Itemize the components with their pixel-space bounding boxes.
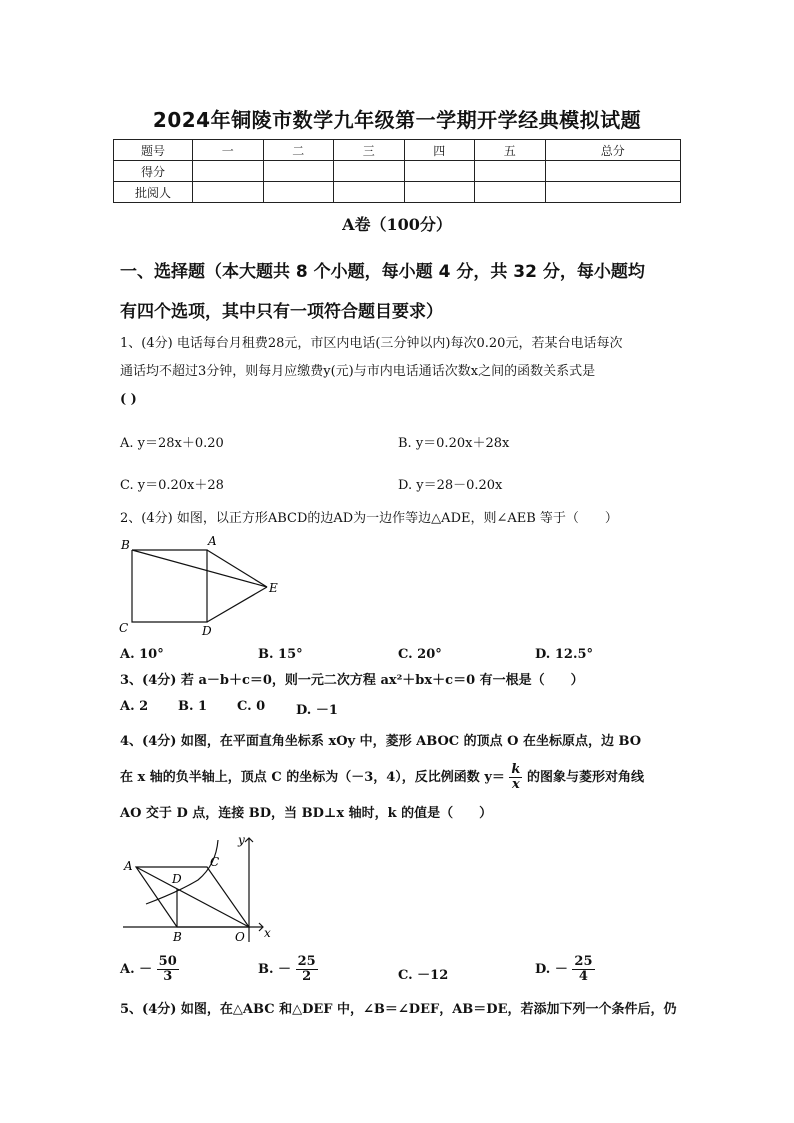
part1-heading xyxy=(120,252,680,332)
q4-figure xyxy=(118,830,278,945)
question-4 xyxy=(120,724,680,832)
score-cell[interactable] xyxy=(404,182,475,203)
option-fraction xyxy=(296,955,318,984)
label-d: D xyxy=(202,624,212,638)
label-c: C xyxy=(119,621,129,635)
question-1 xyxy=(120,330,680,414)
score-row-label: 批阅人 xyxy=(114,182,193,203)
frac-numerator: 25 xyxy=(574,954,593,969)
segment-be xyxy=(132,550,267,587)
q3-option-c[interactable]: C. 0 xyxy=(237,699,266,714)
score-header-cell: 题号 xyxy=(114,140,193,161)
label-b: B xyxy=(173,930,182,944)
option-fraction xyxy=(157,955,179,984)
q3-option-a[interactable]: A. 2 xyxy=(120,699,149,714)
score-table-row xyxy=(114,182,681,203)
label-b: B xyxy=(121,538,130,552)
frac-numerator: 25 xyxy=(297,954,316,969)
q4-option-d[interactable] xyxy=(535,955,595,984)
score-cell[interactable] xyxy=(193,182,264,203)
q2-option-b[interactable]: B. 15° xyxy=(258,647,303,662)
segment-de xyxy=(207,587,267,622)
q4-stem-line2-b: 的图象与菱形对角线 xyxy=(526,770,644,785)
score-row-label: 得分 xyxy=(114,161,193,182)
q3-stem: 3、(4分) 若 a－b＋c＝0，则一元二次方程 ax²＋bx＋c＝0 有一根是（ ） xyxy=(120,673,584,688)
q1-paren: ( ) xyxy=(120,392,137,407)
q4-option-b[interactable] xyxy=(258,955,318,984)
score-cell[interactable] xyxy=(475,182,546,203)
score-table-row xyxy=(114,161,681,182)
score-cell[interactable] xyxy=(475,161,546,182)
q2-option-d[interactable]: D. 12.5° xyxy=(535,647,594,662)
frac-numerator: k xyxy=(511,762,521,777)
part1-line1: 一、选择题（本大题共 8 个小题，每小题 4 分，共 32 分，每小题均 xyxy=(120,262,645,282)
q2-option-c[interactable]: C. 20° xyxy=(398,647,442,662)
option-prefix: B. － xyxy=(258,962,292,977)
score-header-cell: 五 xyxy=(475,140,546,161)
q4-stem-line2 xyxy=(120,760,680,796)
q4-option-c[interactable]: C. －12 xyxy=(398,968,449,983)
score-header-cell: 一 xyxy=(193,140,264,161)
q1-option-d[interactable]: D. y＝28－0.20x xyxy=(398,478,503,493)
label-a: A xyxy=(208,534,217,548)
label-y: y xyxy=(238,833,245,847)
label-d: D xyxy=(172,872,182,886)
q4-stem-line1: 4、(4分) 如图，在平面直角坐标系 xOy 中，菱形 ABOC 的顶点 O 在坐标原点，边 BO xyxy=(120,734,642,749)
q3-option-b[interactable]: B. 1 xyxy=(178,699,208,714)
hyperbola-curve xyxy=(146,840,218,904)
q3-option-d[interactable]: D. －1 xyxy=(296,703,338,718)
score-cell[interactable] xyxy=(193,161,264,182)
q2-option-a[interactable]: A. 10° xyxy=(120,647,164,662)
score-cell[interactable] xyxy=(263,182,334,203)
q4-stem-line2-a: 在 x 轴的负半轴上，顶点 C 的坐标为（－3，4），反比例函数 y＝ xyxy=(120,770,505,785)
frac-denominator: 3 xyxy=(163,969,173,984)
label-c: C xyxy=(210,855,220,869)
q1-option-c[interactable]: C. y＝0.20x＋28 xyxy=(120,478,224,493)
frac-denominator: 2 xyxy=(302,969,312,984)
score-cell[interactable] xyxy=(545,161,681,182)
option-prefix: D. － xyxy=(535,962,568,977)
label-x: x xyxy=(264,926,271,940)
frac-numerator: 50 xyxy=(158,954,177,969)
segment-ae xyxy=(207,550,267,587)
score-cell[interactable] xyxy=(334,161,405,182)
q4-option-a[interactable] xyxy=(120,955,179,984)
q1-option-b[interactable]: B. y＝0.20x＋28x xyxy=(398,436,510,451)
label-e: E xyxy=(269,581,278,595)
frac-denominator: x xyxy=(512,777,520,792)
q2-stem: 2、(4分) 如图，以正方形ABCD的边AD为一边作等边△ADE，则∠AEB 等于（ ） xyxy=(120,511,618,526)
option-prefix: A. － xyxy=(120,962,153,977)
score-cell[interactable] xyxy=(334,182,405,203)
option-fraction xyxy=(572,955,594,984)
q1-stem-line2: 通话均不超过3分钟，则每月应缴费y(元)与市内电话通话次数x之间的函数关系式是 xyxy=(120,364,596,379)
score-cell[interactable] xyxy=(545,182,681,203)
score-header-cell: 总分 xyxy=(545,140,681,161)
label-a: A xyxy=(124,859,133,873)
score-cell[interactable] xyxy=(404,161,475,182)
q4-fraction-k-over-x xyxy=(509,763,522,792)
frac-denominator: 4 xyxy=(578,969,588,984)
q1-option-a[interactable]: A. y＝28x＋0.20 xyxy=(120,436,224,451)
q2-figure xyxy=(112,532,292,640)
score-cell[interactable] xyxy=(263,161,334,182)
score-header-cell: 四 xyxy=(404,140,475,161)
q5-stem: 5、(4分) 如图，在△ABC 和△DEF 中，∠B＝∠DEF，AB＝DE，若添加下列一个条件后，仍 xyxy=(120,1002,677,1017)
section-a-heading: A卷（100分） xyxy=(342,215,452,234)
diagonal-ao xyxy=(136,867,249,927)
page-title: 2024年铜陵市数学九年级第一学期开学经典模拟试题 xyxy=(152,108,642,132)
score-header-cell: 二 xyxy=(263,140,334,161)
label-o: O xyxy=(235,930,245,944)
q1-stem-line1: 1、(4分) 电话每台月租费28元，市区内电话(三分钟以内)每次0.20元，若某台电话每次 xyxy=(120,336,623,351)
part1-line2: 有四个选项，其中只有一项符合题目要求） xyxy=(120,302,443,322)
score-table xyxy=(113,139,681,203)
q4-stem-line3: AO 交于 D 点，连接 BD，当 BD⊥x 轴时，k 的值是（ ） xyxy=(120,806,493,821)
score-header-cell: 三 xyxy=(334,140,405,161)
score-table-header-row xyxy=(114,140,681,161)
